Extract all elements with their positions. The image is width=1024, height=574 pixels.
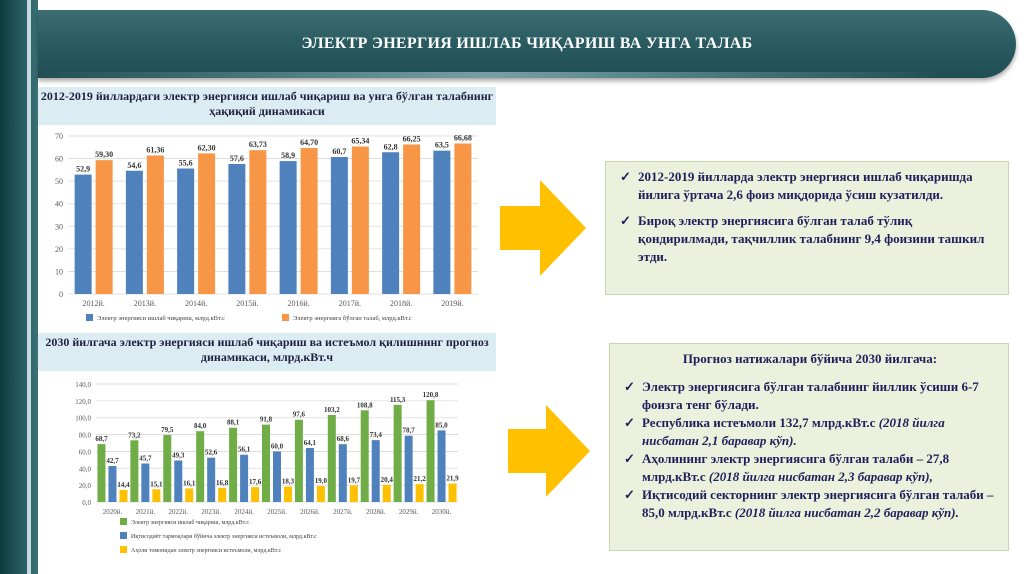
check-icon: ✓ xyxy=(620,213,631,228)
chart2-title: 2030 йилгача электр энергияси ишлаб чиқариш ва истеъмол қилишнинг прогноз динамикаси, млрд.кВт.ч xyxy=(38,333,496,371)
arrow-right-icon xyxy=(500,180,588,276)
bar xyxy=(262,425,270,502)
y-tick-label: 40,0 xyxy=(78,465,91,474)
bar xyxy=(295,420,303,502)
data-label: 21,9 xyxy=(446,474,459,483)
check-icon: ✓ xyxy=(620,169,631,184)
bar xyxy=(317,486,325,502)
y-tick-label: 80,0 xyxy=(78,431,91,440)
data-label: 78,7 xyxy=(402,426,415,435)
data-label: 57,6 xyxy=(229,153,244,163)
bar xyxy=(185,488,193,502)
y-tick-label: 20 xyxy=(55,244,63,254)
check-icon: ✓ xyxy=(624,379,635,394)
chart2-svg xyxy=(38,372,498,572)
data-label: 120,8 xyxy=(422,391,439,400)
bar xyxy=(331,157,348,294)
legend-swatch xyxy=(120,532,127,539)
data-label: 58,9 xyxy=(281,151,296,161)
y-tick-label: 10 xyxy=(55,267,63,277)
chart1-svg xyxy=(38,126,498,330)
data-label: 19,0 xyxy=(314,476,328,485)
data-label: 68,7 xyxy=(95,435,108,444)
data-label: 73,2 xyxy=(128,431,141,440)
bar xyxy=(163,435,171,502)
bar xyxy=(301,148,318,294)
y-tick-label: 60,0 xyxy=(78,448,91,457)
data-label: 16,8 xyxy=(216,478,229,487)
left-decor-line xyxy=(27,0,31,574)
forecast-box xyxy=(609,343,1009,551)
findings-text: 2012-2019 йилларда электр энергияси ишлаб чиқаришда йилига ўртача 2,6 фоиз миқдорида ўсиш кузатилди. xyxy=(638,169,973,202)
legend-swatch xyxy=(86,314,93,321)
legend-label: Электр энергияси ишлаб чиқариш, млрд.кВт.с xyxy=(97,315,225,322)
data-label: 16,1 xyxy=(183,479,196,488)
x-tick-label: 2018й. xyxy=(389,299,413,308)
x-tick-label: 2030й. xyxy=(431,508,452,516)
bar xyxy=(96,160,113,294)
bar xyxy=(229,428,237,502)
data-label: 63,5 xyxy=(434,140,449,150)
data-label: 91,8 xyxy=(259,415,273,424)
data-label: 66,25 xyxy=(402,134,421,144)
bar xyxy=(427,400,435,502)
data-label: 108,8 xyxy=(356,401,373,410)
x-tick-label: 2027й. xyxy=(333,508,353,516)
bar xyxy=(394,405,402,502)
data-label: 97,6 xyxy=(292,410,306,419)
check-icon: ✓ xyxy=(624,487,635,502)
data-label: 73,4 xyxy=(369,431,382,440)
x-tick-label: 2028й. xyxy=(365,508,386,516)
bar xyxy=(454,143,471,294)
data-label: 20,4 xyxy=(380,475,393,484)
data-label: 45,7 xyxy=(139,454,152,463)
bar xyxy=(382,152,399,294)
forecast-note: (2018 йилга нисбатан 2,3 баравар кўп), xyxy=(708,469,933,484)
data-label: 65,34 xyxy=(351,136,370,146)
y-tick-label: 50 xyxy=(55,177,63,187)
data-label: 19,7 xyxy=(347,476,360,485)
bar xyxy=(383,485,391,502)
data-label: 56,1 xyxy=(237,445,251,454)
forecast-text: Иқтисодий секторнинг электр энергиясига бўлган талаби – 85,0 млрд.кВт.с xyxy=(642,487,994,520)
data-label: 42,7 xyxy=(106,457,119,466)
data-label: 52,6 xyxy=(205,448,218,457)
data-label: 84,0 xyxy=(194,422,207,431)
bar xyxy=(126,171,143,294)
data-label: 18,3 xyxy=(281,477,295,486)
x-tick-label: 2021й. xyxy=(135,508,156,516)
x-tick-label: 2013й. xyxy=(133,299,157,308)
data-label: 62,8 xyxy=(383,142,398,152)
x-tick-label: 2017й. xyxy=(338,299,362,308)
bar xyxy=(141,463,149,502)
bar xyxy=(251,487,259,502)
bar xyxy=(130,440,138,502)
legend-label: Аҳоли томонидан электр энергияси истеъмоли, млрд.кВт.с xyxy=(131,548,282,554)
bar xyxy=(218,488,226,502)
legend-label: Электр энергияга бўлган талаб, млрд.кВт.с xyxy=(293,315,412,322)
data-label: 52,9 xyxy=(76,164,91,174)
forecast-item xyxy=(622,450,998,486)
data-label: 103,2 xyxy=(323,406,340,415)
x-tick-label: 2029й. xyxy=(398,508,419,516)
bar xyxy=(433,151,450,294)
data-label: 66,68 xyxy=(453,133,472,143)
chart1-title: 2012-2019 йиллардаги электр энергияси ишлаб чиқариш ва унга бўлган талабнинг ҳақиқий динамикаси xyxy=(38,87,496,125)
bar xyxy=(249,150,266,294)
x-tick-label: 2023й. xyxy=(201,508,221,516)
data-label: 63,73 xyxy=(248,140,267,150)
bar xyxy=(198,153,215,294)
bar xyxy=(352,147,369,294)
bar xyxy=(174,460,182,502)
legend-label: Электр энергияси ишлаб чиқариш, млрд.кВт.с xyxy=(131,520,250,526)
bar xyxy=(228,164,245,294)
y-tick-label: 40 xyxy=(55,199,63,209)
data-label: 49,3 xyxy=(172,451,185,460)
bar xyxy=(177,169,194,294)
data-label: 21,2 xyxy=(413,475,426,484)
y-tick-label: 30 xyxy=(55,222,63,232)
bar xyxy=(284,487,292,502)
findings-item xyxy=(618,212,998,266)
x-tick-label: 2012й. xyxy=(82,299,105,308)
bar xyxy=(405,436,413,502)
bar xyxy=(152,489,160,502)
bar xyxy=(240,455,248,502)
y-tick-label: 100,0 xyxy=(75,414,91,423)
forecast-item xyxy=(622,414,998,450)
data-label: 61,36 xyxy=(146,145,165,155)
y-tick-label: 120,0 xyxy=(75,397,91,406)
data-label: 85,0 xyxy=(435,421,448,430)
bar xyxy=(147,156,164,294)
arrow-right-icon xyxy=(508,405,592,497)
bar xyxy=(403,144,420,294)
bar xyxy=(339,444,347,502)
check-icon: ✓ xyxy=(624,415,635,430)
bar xyxy=(273,451,281,502)
findings-item xyxy=(618,168,998,204)
y-tick-label: 140,0 xyxy=(75,381,91,389)
y-tick-label: 0 xyxy=(59,290,63,299)
forecast-text: Аҳолининг электр энергиясига бўлган талаби – 27,8 млрд.кВт.с xyxy=(642,451,950,484)
bar xyxy=(306,448,314,502)
data-label: 68,6 xyxy=(336,435,349,444)
data-label: 54,6 xyxy=(127,160,142,170)
data-label: 79,5 xyxy=(161,425,174,434)
data-label: 14,4 xyxy=(117,480,130,489)
bar xyxy=(350,485,358,502)
findings-text: Бироқ электр энергиясига бўлган талаб тўлиқ қондирилмади, тақчиллик талабнинг 9,4 фоизини ташкил этди. xyxy=(638,213,985,264)
data-label: 115,3 xyxy=(389,395,406,404)
legend-label: Иқтисодиёт тармоқлари бўйича электр энергияси истеъмоли, млрд.кВт.с xyxy=(131,534,317,540)
data-label: 17,6 xyxy=(248,478,262,487)
forecast-heading: Прогноз натижалари бўйича 2030 йилгача: xyxy=(682,351,938,366)
x-tick-label: 2015й. xyxy=(236,299,259,308)
page-title: ЭЛЕКТР ЭНЕРГИЯ ИШЛАБ ЧИҚАРИШ ВА УНГА ТАЛАБ xyxy=(301,35,753,52)
data-label: 88,1 xyxy=(226,418,240,427)
x-tick-label: 2019й. xyxy=(441,299,464,308)
data-label: 15,1 xyxy=(150,480,163,489)
legend-swatch xyxy=(120,518,127,525)
data-label: 55,6 xyxy=(178,158,193,168)
data-label: 62,30 xyxy=(197,143,216,153)
x-tick-label: 2014й. xyxy=(184,299,208,308)
y-tick-label: 60 xyxy=(55,154,63,164)
forecast-text: Республика истеъмоли 132,7 млрд.кВт.с xyxy=(642,415,879,430)
x-tick-label: 2024й. xyxy=(234,508,254,516)
forecast-item xyxy=(622,486,998,522)
bar xyxy=(438,430,446,502)
bar xyxy=(280,161,297,294)
bar xyxy=(108,466,116,502)
bar xyxy=(361,410,369,502)
bar xyxy=(97,444,105,502)
bar xyxy=(196,431,204,502)
bar xyxy=(207,458,215,502)
legend-swatch xyxy=(282,314,289,321)
data-label: 59,30 xyxy=(95,150,114,160)
bar xyxy=(75,175,92,294)
forecast-item xyxy=(622,378,998,414)
x-tick-label: 2022й. xyxy=(168,508,189,516)
legend-swatch xyxy=(120,546,127,553)
findings-box xyxy=(605,161,1009,295)
x-tick-label: 2026й. xyxy=(300,508,320,516)
forecast-note: (2018 йилга нисбатан 2,1 баравар кўп). xyxy=(642,415,945,448)
bar xyxy=(119,490,127,502)
data-label: 64,70 xyxy=(300,137,319,147)
x-tick-label: 2025й. xyxy=(267,508,287,516)
data-label: 60,7 xyxy=(332,146,347,156)
bar xyxy=(416,484,424,502)
data-label: 60,0 xyxy=(270,442,284,451)
check-icon: ✓ xyxy=(624,451,635,466)
forecast-text: Электр энергиясига бўлган талабнинг йиллик ўсиши 6-7 фоизга тенг бўлади. xyxy=(642,379,979,412)
left-decor-strip xyxy=(0,0,38,574)
y-tick-label: 20,0 xyxy=(78,482,91,491)
bar xyxy=(449,484,457,502)
data-label: 64,1 xyxy=(303,438,317,447)
x-tick-label: 2020й. xyxy=(102,508,123,516)
bar xyxy=(372,440,380,502)
y-tick-label: 70 xyxy=(55,132,63,141)
bar xyxy=(328,415,336,502)
forecast-note: (2018 йилга нисбатан 2,2 баравар кўп). xyxy=(734,505,959,520)
x-tick-label: 2016й. xyxy=(287,299,310,308)
y-tick-label: 0,0 xyxy=(82,499,91,507)
